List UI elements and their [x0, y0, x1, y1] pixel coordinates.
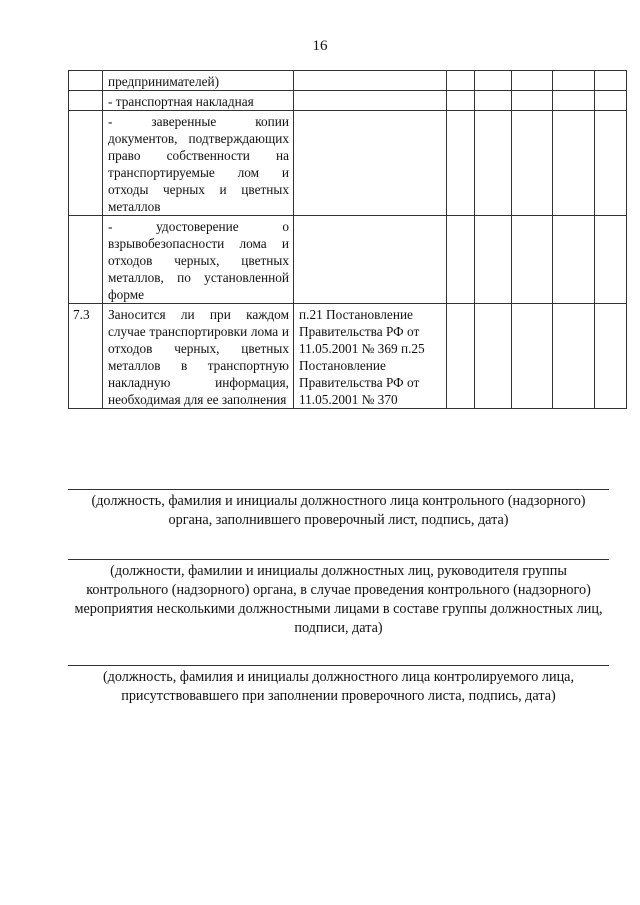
question-cell: предпринимателей): [103, 71, 294, 91]
answer-cell: [447, 91, 475, 111]
answer-cell: [512, 304, 553, 409]
table-row: [69, 111, 627, 216]
answer-cell: [512, 91, 553, 111]
answer-cell: [447, 216, 475, 304]
table-row: [69, 304, 627, 409]
table-row: [69, 216, 627, 304]
signature-block: [68, 559, 609, 638]
answer-cell: [595, 71, 627, 91]
checklist-table: [68, 70, 627, 409]
answer-cell: [553, 71, 595, 91]
answer-cell: [553, 304, 595, 409]
signature-block: [68, 665, 609, 706]
answer-cell: [447, 111, 475, 216]
answer-cell: [475, 71, 512, 91]
question-cell: - транспортная накладная: [103, 91, 294, 111]
signature-block: [68, 489, 609, 530]
signature-line: [68, 489, 609, 490]
signature-line: [68, 559, 609, 560]
table-row: [69, 91, 627, 111]
question-cell: - удостоверение о взрывобезопасности лома и отходов черных, цветных металлов, по установленной форме: [103, 216, 294, 304]
reference-cell: [294, 216, 447, 304]
reference-cell: [294, 91, 447, 111]
answer-cell: [447, 71, 475, 91]
row-number: [69, 91, 103, 111]
row-number: 7.3: [69, 304, 103, 409]
row-number: [69, 71, 103, 91]
reference-cell: [294, 71, 447, 91]
question-cell: - заверенные копии документов, подтверждающих право собственности на транспортируемые лом и отходы черных и цветных металлов: [103, 111, 294, 216]
signature-caption: (должности, фамилии и инициалы должностных лиц, руководителя группы контрольного (надзорного) органа, в случае проведения контрольного (надзорного) мероприятия несколькими должностными лицами в составе группы должностных лиц, подписи, дата): [74, 563, 603, 636]
signature-line: [68, 665, 609, 666]
answer-cell: [475, 91, 512, 111]
answer-cell: [512, 111, 553, 216]
signature-caption: (должность, фамилия и инициалы должностного лица контрольного (надзорного) органа, заполнившего проверочный лист, подпись, дата): [91, 493, 586, 528]
table-row: [69, 71, 627, 91]
answer-cell: [553, 216, 595, 304]
answer-cell: [595, 91, 627, 111]
reference-cell: п.21 Постановление Правительства РФ от 11.05.2001 № 369 п.25 Постановление Правительства РФ от 11.05.2001 № 370: [294, 304, 447, 409]
row-number: [69, 216, 103, 304]
answer-cell: [553, 111, 595, 216]
row-number: [69, 111, 103, 216]
answer-cell: [553, 91, 595, 111]
answer-cell: [595, 111, 627, 216]
answer-cell: [475, 111, 512, 216]
answer-cell: [475, 216, 512, 304]
answer-cell: [512, 216, 553, 304]
answer-cell: [447, 304, 475, 409]
signature-caption: (должность, фамилия и инициалы должностного лица контролируемого лица, присутствовавшего при заполнении проверочного листа, подпись, дата): [102, 669, 575, 704]
answer-cell: [512, 71, 553, 91]
page-number: 16: [312, 38, 328, 54]
answer-cell: [475, 304, 512, 409]
reference-cell: [294, 111, 447, 216]
question-cell: Заносится ли при каждом случае транспортировки лома и отходов черных, цветных металлов в транспортную накладную информация, необходимая для ее заполнения: [103, 304, 294, 409]
answer-cell: [595, 304, 627, 409]
answer-cell: [595, 216, 627, 304]
